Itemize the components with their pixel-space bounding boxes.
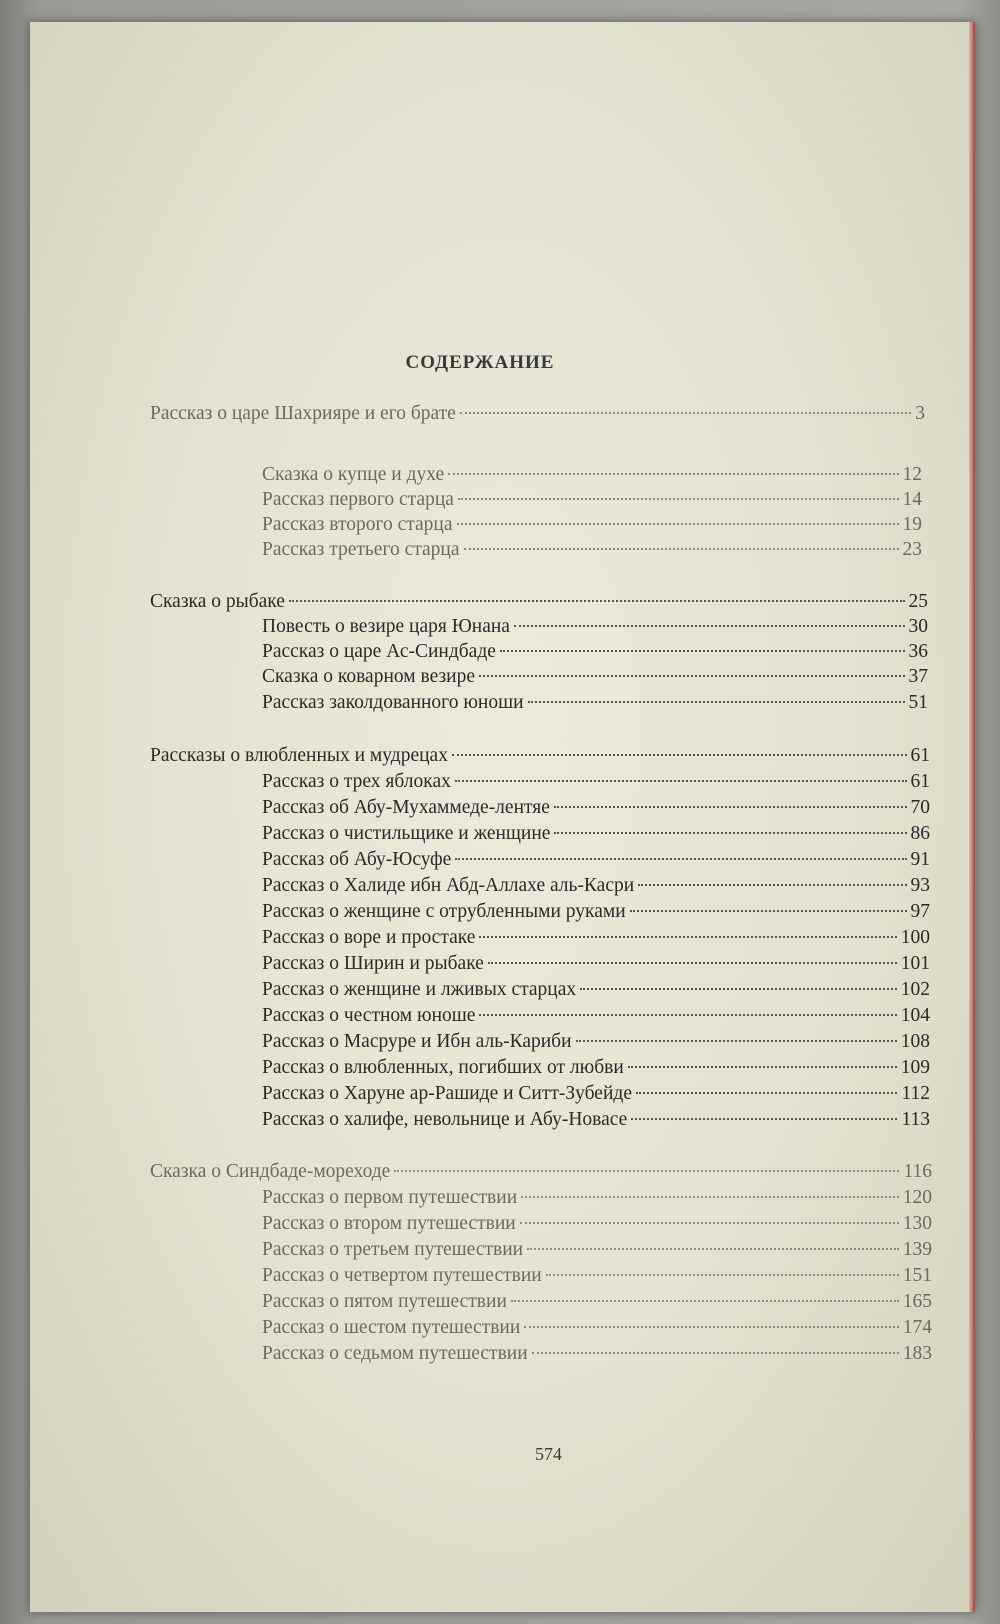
page-edge	[969, 22, 975, 1612]
toc-entry	[262, 665, 928, 689]
toc-entry-main	[150, 744, 930, 768]
entry-label: Рассказ о женщине и лживых старцах	[262, 979, 577, 1000]
entry-page: 14	[902, 489, 922, 510]
entry-page: 109	[900, 1057, 930, 1078]
dot-leader	[394, 1170, 899, 1172]
dot-leader	[528, 701, 905, 703]
entry-label: Рассказ о Халиде ибн Абд-Аллахе аль-Касри	[262, 875, 635, 896]
entry-page: 100	[900, 927, 930, 948]
toc-entry	[262, 978, 930, 1002]
entry-page: 30	[908, 616, 928, 637]
entry-label: Рассказ третьего старца	[262, 539, 460, 560]
entry-label: Рассказ о Харуне ар-Рашиде и Ситт-Зубейде	[262, 1083, 632, 1104]
entry-label: Рассказ о честном юноше	[262, 1005, 476, 1026]
entry-page: 112	[901, 1083, 930, 1104]
toc-entry	[262, 1264, 932, 1288]
dot-leader	[479, 675, 904, 677]
entry-label: Рассказ о Ширин и рыбаке	[262, 953, 484, 974]
entry-page: 86	[910, 823, 930, 844]
entry-label: Рассказ о седьмом путешествии	[262, 1343, 528, 1364]
entry-label: Рассказ о пятом путешествии	[262, 1291, 507, 1312]
dot-leader	[524, 1326, 898, 1328]
entry-page: 108	[900, 1031, 930, 1052]
toc-entry	[262, 952, 930, 976]
entry-page: 165	[902, 1291, 932, 1312]
entry-label: Рассказ о первом путешествии	[262, 1187, 518, 1208]
dot-leader	[638, 884, 906, 886]
toc-entry	[262, 900, 930, 924]
entry-page: 104	[900, 1005, 930, 1026]
entry-label: Рассказ о трех яблоках	[262, 771, 451, 792]
dot-leader	[554, 806, 907, 808]
entry-label: Рассказ первого старца	[262, 489, 454, 510]
toc-entry	[262, 1030, 930, 1054]
entry-label: Сказка о коварном везире	[262, 666, 476, 687]
toc-entry	[262, 1056, 930, 1080]
dot-leader	[546, 1274, 899, 1276]
entry-label: Рассказ о втором путешествии	[262, 1213, 516, 1234]
dot-leader	[532, 1352, 899, 1354]
dot-leader	[460, 412, 911, 414]
toc-entry	[262, 640, 928, 664]
dot-leader	[521, 1196, 899, 1198]
dot-leader	[520, 1222, 899, 1224]
entry-label: Сказка о рыбаке	[150, 591, 285, 612]
book-page	[30, 22, 975, 1612]
toc-entry-main	[150, 402, 925, 426]
entry-page: 70	[910, 797, 930, 818]
dot-leader	[511, 1300, 899, 1302]
dot-leader	[452, 754, 907, 756]
toc-entry	[262, 691, 928, 715]
entry-label: Повесть о везире царя Юнана	[262, 616, 510, 637]
entry-page: 113	[901, 1109, 930, 1130]
entry-page: 3	[915, 403, 925, 424]
dot-leader	[458, 498, 899, 500]
entry-label: Рассказ о третьем путешествии	[262, 1239, 524, 1260]
entry-page: 102	[900, 979, 930, 1000]
toc-entry-main	[150, 1160, 932, 1184]
entry-page: 91	[910, 849, 930, 870]
dot-leader	[479, 1014, 896, 1016]
toc-entry	[262, 874, 930, 898]
entry-label: Рассказ о шестом путешествии	[262, 1317, 521, 1338]
entry-label: Рассказ о чистильщике и женщине	[262, 823, 551, 844]
dot-leader	[514, 625, 905, 627]
dot-leader	[500, 650, 905, 652]
entry-page: 12	[902, 464, 922, 485]
entry-label: Рассказ о Масруре и Ибн аль-Кариби	[262, 1031, 572, 1052]
dot-leader	[464, 548, 899, 550]
entry-label: Рассказ о царе Шахрияре и его брате	[150, 403, 456, 424]
entry-page: 36	[908, 641, 928, 662]
dot-leader	[630, 910, 907, 912]
toc-entry	[262, 1004, 930, 1028]
entry-label: Рассказы о влюбленных и мудрецах	[150, 745, 448, 766]
entry-page: 151	[902, 1265, 932, 1286]
toc-entry	[262, 463, 922, 487]
dot-leader	[488, 962, 897, 964]
entry-page: 61	[910, 771, 930, 792]
page-number: 574	[535, 1444, 562, 1464]
toc-entry	[262, 1316, 932, 1340]
dot-leader	[455, 858, 906, 860]
dot-leader	[455, 780, 907, 782]
toc-entry	[262, 822, 930, 846]
entry-page: 25	[908, 591, 928, 612]
entry-page: 120	[902, 1187, 932, 1208]
dot-leader	[527, 1248, 899, 1250]
entry-page: 174	[902, 1317, 932, 1338]
toc-entry	[262, 488, 922, 512]
toc-entry	[262, 1186, 932, 1210]
dot-leader	[580, 988, 897, 990]
entry-label: Рассказ о воре и простаке	[262, 927, 476, 948]
entry-page: 116	[903, 1161, 932, 1182]
entry-page: 93	[910, 875, 930, 896]
entry-page: 51	[908, 692, 928, 713]
entry-label: Рассказ о женщине с отрубленными руками	[262, 901, 626, 922]
dot-leader	[631, 1118, 897, 1120]
toc-entry	[262, 1082, 930, 1106]
toc-entry	[262, 926, 930, 950]
entry-page: 61	[910, 745, 930, 766]
toc-entry	[262, 796, 930, 820]
entry-page: 139	[902, 1239, 932, 1260]
dot-leader	[289, 600, 905, 602]
entry-page: 23	[902, 539, 922, 560]
entry-page: 101	[900, 953, 930, 974]
dot-leader	[554, 832, 906, 834]
entry-label: Рассказ о халифе, невольнице и Абу-Новасе	[262, 1109, 628, 1130]
dot-leader	[628, 1066, 897, 1068]
entry-label: Сказка о Синдбаде-мореходе	[150, 1161, 391, 1182]
entry-label: Рассказ заколдованного юноши	[262, 692, 524, 713]
entry-page: 19	[902, 514, 922, 535]
entry-label: Сказка о купце и духе	[262, 464, 445, 485]
toc-entry	[262, 513, 922, 537]
toc-entry-main	[150, 590, 928, 614]
entry-label: Рассказ второго старца	[262, 514, 453, 535]
entry-page: 37	[908, 666, 928, 687]
entry-label: Рассказ об Абу-Мухаммеде-лентяе	[262, 797, 550, 818]
dot-leader	[457, 523, 899, 525]
toc-entry	[262, 1290, 932, 1314]
toc-entry	[262, 538, 922, 562]
entry-label: Рассказ о четвертом путешествии	[262, 1265, 542, 1286]
entry-label: Рассказ о влюбленных, погибших от любви	[262, 1057, 624, 1078]
entry-page: 130	[902, 1213, 932, 1234]
toc-entry	[262, 1108, 930, 1132]
entry-page: 97	[910, 901, 930, 922]
toc-entry	[262, 615, 928, 639]
toc-entry	[262, 1342, 932, 1366]
entry-label: Рассказ о царе Ас-Синдбаде	[262, 641, 496, 662]
dot-leader	[479, 936, 896, 938]
toc-title: СОДЕРЖАНИЕ	[405, 352, 555, 373]
entry-label: Рассказ об Абу-Юсуфе	[262, 849, 452, 870]
entry-page: 183	[902, 1343, 932, 1364]
toc-entry	[262, 848, 930, 872]
dot-leader	[448, 473, 898, 475]
toc-entry	[262, 1238, 932, 1262]
toc-entry	[262, 1212, 932, 1236]
dot-leader	[636, 1092, 897, 1094]
dot-leader	[576, 1040, 897, 1042]
toc-entry	[262, 770, 930, 794]
